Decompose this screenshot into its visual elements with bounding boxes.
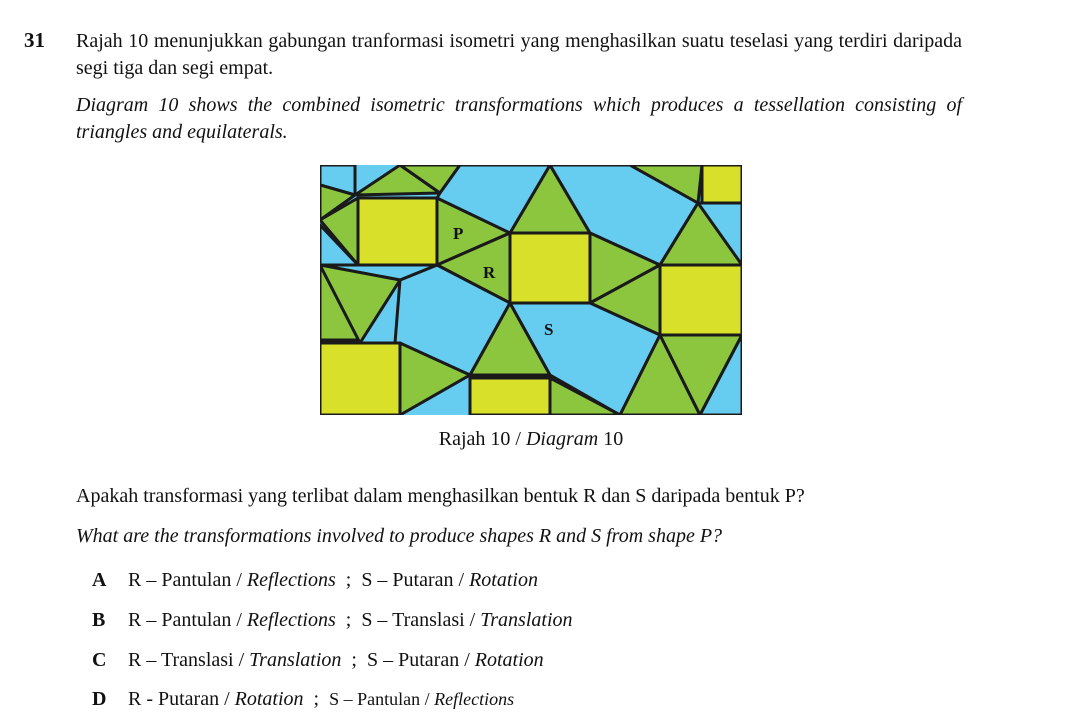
option-letter: B (92, 609, 106, 631)
option-r-english: Reflections (246, 569, 336, 591)
option-r-english: Reflections (246, 609, 336, 631)
option-b[interactable] (92, 607, 573, 634)
option-s-malay: S – Putaran / (366, 649, 475, 671)
label-s: S (544, 320, 554, 339)
diagram-caption (0, 428, 1062, 451)
square-tile (320, 343, 400, 415)
option-r-english: Translation (249, 649, 342, 671)
option-letter: D (92, 688, 107, 710)
square-tile (660, 265, 742, 335)
question-ask-english: What are the transformations involved to produce shapes R and S from shape P? (76, 525, 723, 547)
option-a[interactable] (92, 567, 538, 594)
question-number: 31 (24, 28, 45, 52)
label-p: P (453, 224, 464, 243)
option-s-malay: S – Pantulan / (329, 689, 435, 709)
option-separator: ; (303, 688, 330, 710)
caption-number: 10 (603, 428, 624, 450)
square-tile (358, 198, 437, 265)
option-s-english: Reflections (434, 689, 515, 709)
option-s-malay: S – Putaran / (361, 569, 470, 591)
question-intro-english: Diagram 10 shows the combined isometric transformations which produces a tessellation consisting of triangles and equilaterals. (76, 94, 962, 143)
option-r-malay: R – Pantulan / (128, 609, 247, 631)
option-letter: C (92, 649, 107, 671)
caption-malay: Rajah 10 / (438, 428, 526, 450)
square-tile (470, 378, 550, 415)
option-separator: ; (335, 569, 362, 591)
option-r-english: Rotation (234, 688, 304, 710)
option-letter: A (92, 569, 107, 591)
option-separator: ; (335, 609, 362, 631)
caption-english: Diagram (525, 428, 599, 450)
option-c[interactable] (92, 647, 544, 674)
option-s-malay: S – Translasi / (361, 609, 481, 631)
option-separator: ; (341, 649, 367, 671)
option-r-malay: R – Pantulan / (128, 569, 247, 591)
option-d[interactable] (92, 686, 514, 713)
question-intro-malay: Rajah 10 menunjukkan gabungan tranformasi isometri yang menghasilkan suatu teselasi yang terdiri daripada segi tiga dan segi empat. (76, 30, 962, 79)
question-ask-malay: Apakah transformasi yang terlibat dalam menghasilkan bentuk R dan S daripada bentuk P? (76, 485, 805, 507)
option-r-malay: R – Translasi / (128, 649, 250, 671)
option-s-english: Rotation (474, 649, 544, 671)
option-r-malay: R - Putaran / (128, 688, 235, 710)
tessellation-diagram (320, 165, 742, 415)
option-s-english: Translation (480, 609, 573, 631)
label-r: R (483, 263, 496, 282)
square-tile (702, 165, 742, 203)
square-tile (510, 233, 590, 303)
option-s-english: Rotation (469, 569, 538, 591)
